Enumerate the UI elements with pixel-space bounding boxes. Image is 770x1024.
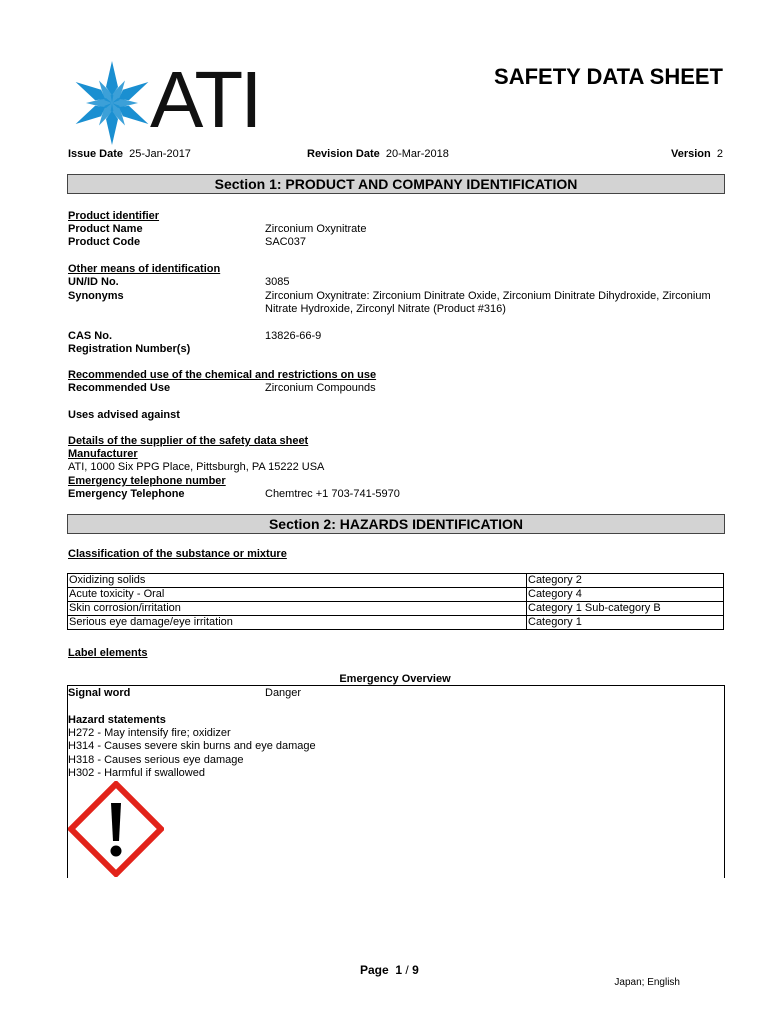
hazard-statement: H314 - Causes severe skin burns and eye damage	[68, 740, 316, 752]
revision-date-value: 20-Mar-2018	[385, 148, 449, 160]
signal-word-label: Signal word	[68, 687, 131, 699]
emergency-overview-heading: Emergency Overview	[339, 673, 451, 685]
emergency-heading: Emergency telephone number	[68, 475, 226, 487]
emergency-telephone-value: Chemtrec +1 703-741-5970	[265, 488, 400, 500]
label-elements-heading: Label elements	[68, 647, 148, 659]
cas-value: 13826-66-9	[265, 330, 322, 342]
supplier-heading: Details of the supplier of the safety data sheet	[68, 435, 309, 447]
registration-label: Registration Number(s)	[68, 343, 191, 355]
un-id-value: 3085	[265, 276, 290, 288]
synonyms-label: Synonyms	[68, 290, 124, 302]
hazard-statement: H318 - Causes serious eye damage	[68, 754, 244, 766]
hazard-category-cell: Category 1	[527, 616, 724, 630]
product-identifier-heading: Product identifier	[68, 210, 160, 222]
signal-word-value: Danger	[265, 687, 302, 699]
issue-date	[68, 148, 191, 160]
manufacturer-heading: Manufacturer	[68, 448, 138, 460]
page-current: 1	[395, 963, 403, 977]
exclamation-mark-diamond-icon	[68, 781, 164, 877]
version	[600, 148, 723, 160]
cas-label: CAS No.	[68, 330, 112, 342]
hazard-category-cell: Category 2	[527, 574, 724, 588]
page-total: 9	[412, 963, 419, 977]
ati-logo	[66, 55, 260, 146]
page-separator: /	[405, 963, 409, 977]
table-row	[68, 602, 724, 616]
classification-heading: Classification of the substance or mixture	[68, 548, 287, 560]
emergency-telephone-label: Emergency Telephone	[68, 488, 185, 500]
product-name-label: Product Name	[68, 223, 143, 235]
un-id-label: UN/ID No.	[68, 276, 119, 288]
locale-label: Japan; English	[614, 977, 680, 988]
product-name-value: Zirconium Oxynitrate	[265, 223, 367, 235]
hazard-statements-heading: Hazard statements	[68, 714, 166, 726]
logo-text: ATI	[150, 55, 260, 144]
product-code-label: Product Code	[68, 236, 141, 248]
hazard-class-cell: Serious eye damage/eye irritation	[68, 616, 527, 630]
manufacturer-address: ATI, 1000 Six PPG Place, Pittsburgh, PA 15222 USA	[68, 461, 325, 473]
hazard-statement: H272 - May intensify fire; oxidizer	[68, 727, 231, 739]
recommended-use-label: Recommended Use	[68, 382, 171, 394]
recommended-use-value: Zirconium Compounds	[265, 382, 376, 394]
hazard-category-cell: Category 4	[527, 588, 724, 602]
synonyms-value-line2: Nitrate Hydroxide, Zirconyl Nitrate (Product #316)	[265, 303, 506, 315]
hazard-category-cell: Category 1 Sub-category B	[527, 602, 724, 616]
table-row	[68, 574, 724, 588]
classification-table	[67, 573, 724, 630]
synonyms-value-line1: Zirconium Oxynitrate: Zirconium Dinitrate Oxide, Zirconium Dinitrate Dihydroxide, Zirconium	[265, 290, 711, 302]
revision-date	[307, 148, 449, 160]
document-title: SAFETY DATA SHEET	[494, 64, 723, 89]
table-row	[68, 588, 724, 602]
uses-advised-against-label: Uses advised against	[68, 409, 180, 421]
star-logo-icon	[66, 60, 158, 146]
page-label: Page	[360, 963, 389, 977]
hazard-statement: H302 - Harmful if swallowed	[68, 767, 205, 779]
version-value: 2	[716, 148, 723, 160]
product-code-value: SAC037	[265, 236, 306, 248]
hazard-class-cell: Oxidizing solids	[68, 574, 527, 588]
revision-date-label: Revision Date	[307, 148, 380, 160]
table-row	[68, 616, 724, 630]
issue-date-value: 25-Jan-2017	[129, 148, 191, 160]
version-label: Version	[671, 148, 711, 160]
recommended-use-heading: Recommended use of the chemical and restrictions on use	[68, 369, 377, 381]
section-1-header: Section 1: PRODUCT AND COMPANY IDENTIFICATION	[67, 174, 725, 194]
page-number	[360, 963, 419, 977]
hazard-class-cell: Acute toxicity - Oral	[68, 588, 527, 602]
hazard-class-cell: Skin corrosion/irritation	[68, 602, 527, 616]
issue-date-label: Issue Date	[68, 148, 124, 160]
other-means-heading: Other means of identification	[68, 263, 221, 275]
section-2-header: Section 2: HAZARDS IDENTIFICATION	[67, 514, 725, 534]
